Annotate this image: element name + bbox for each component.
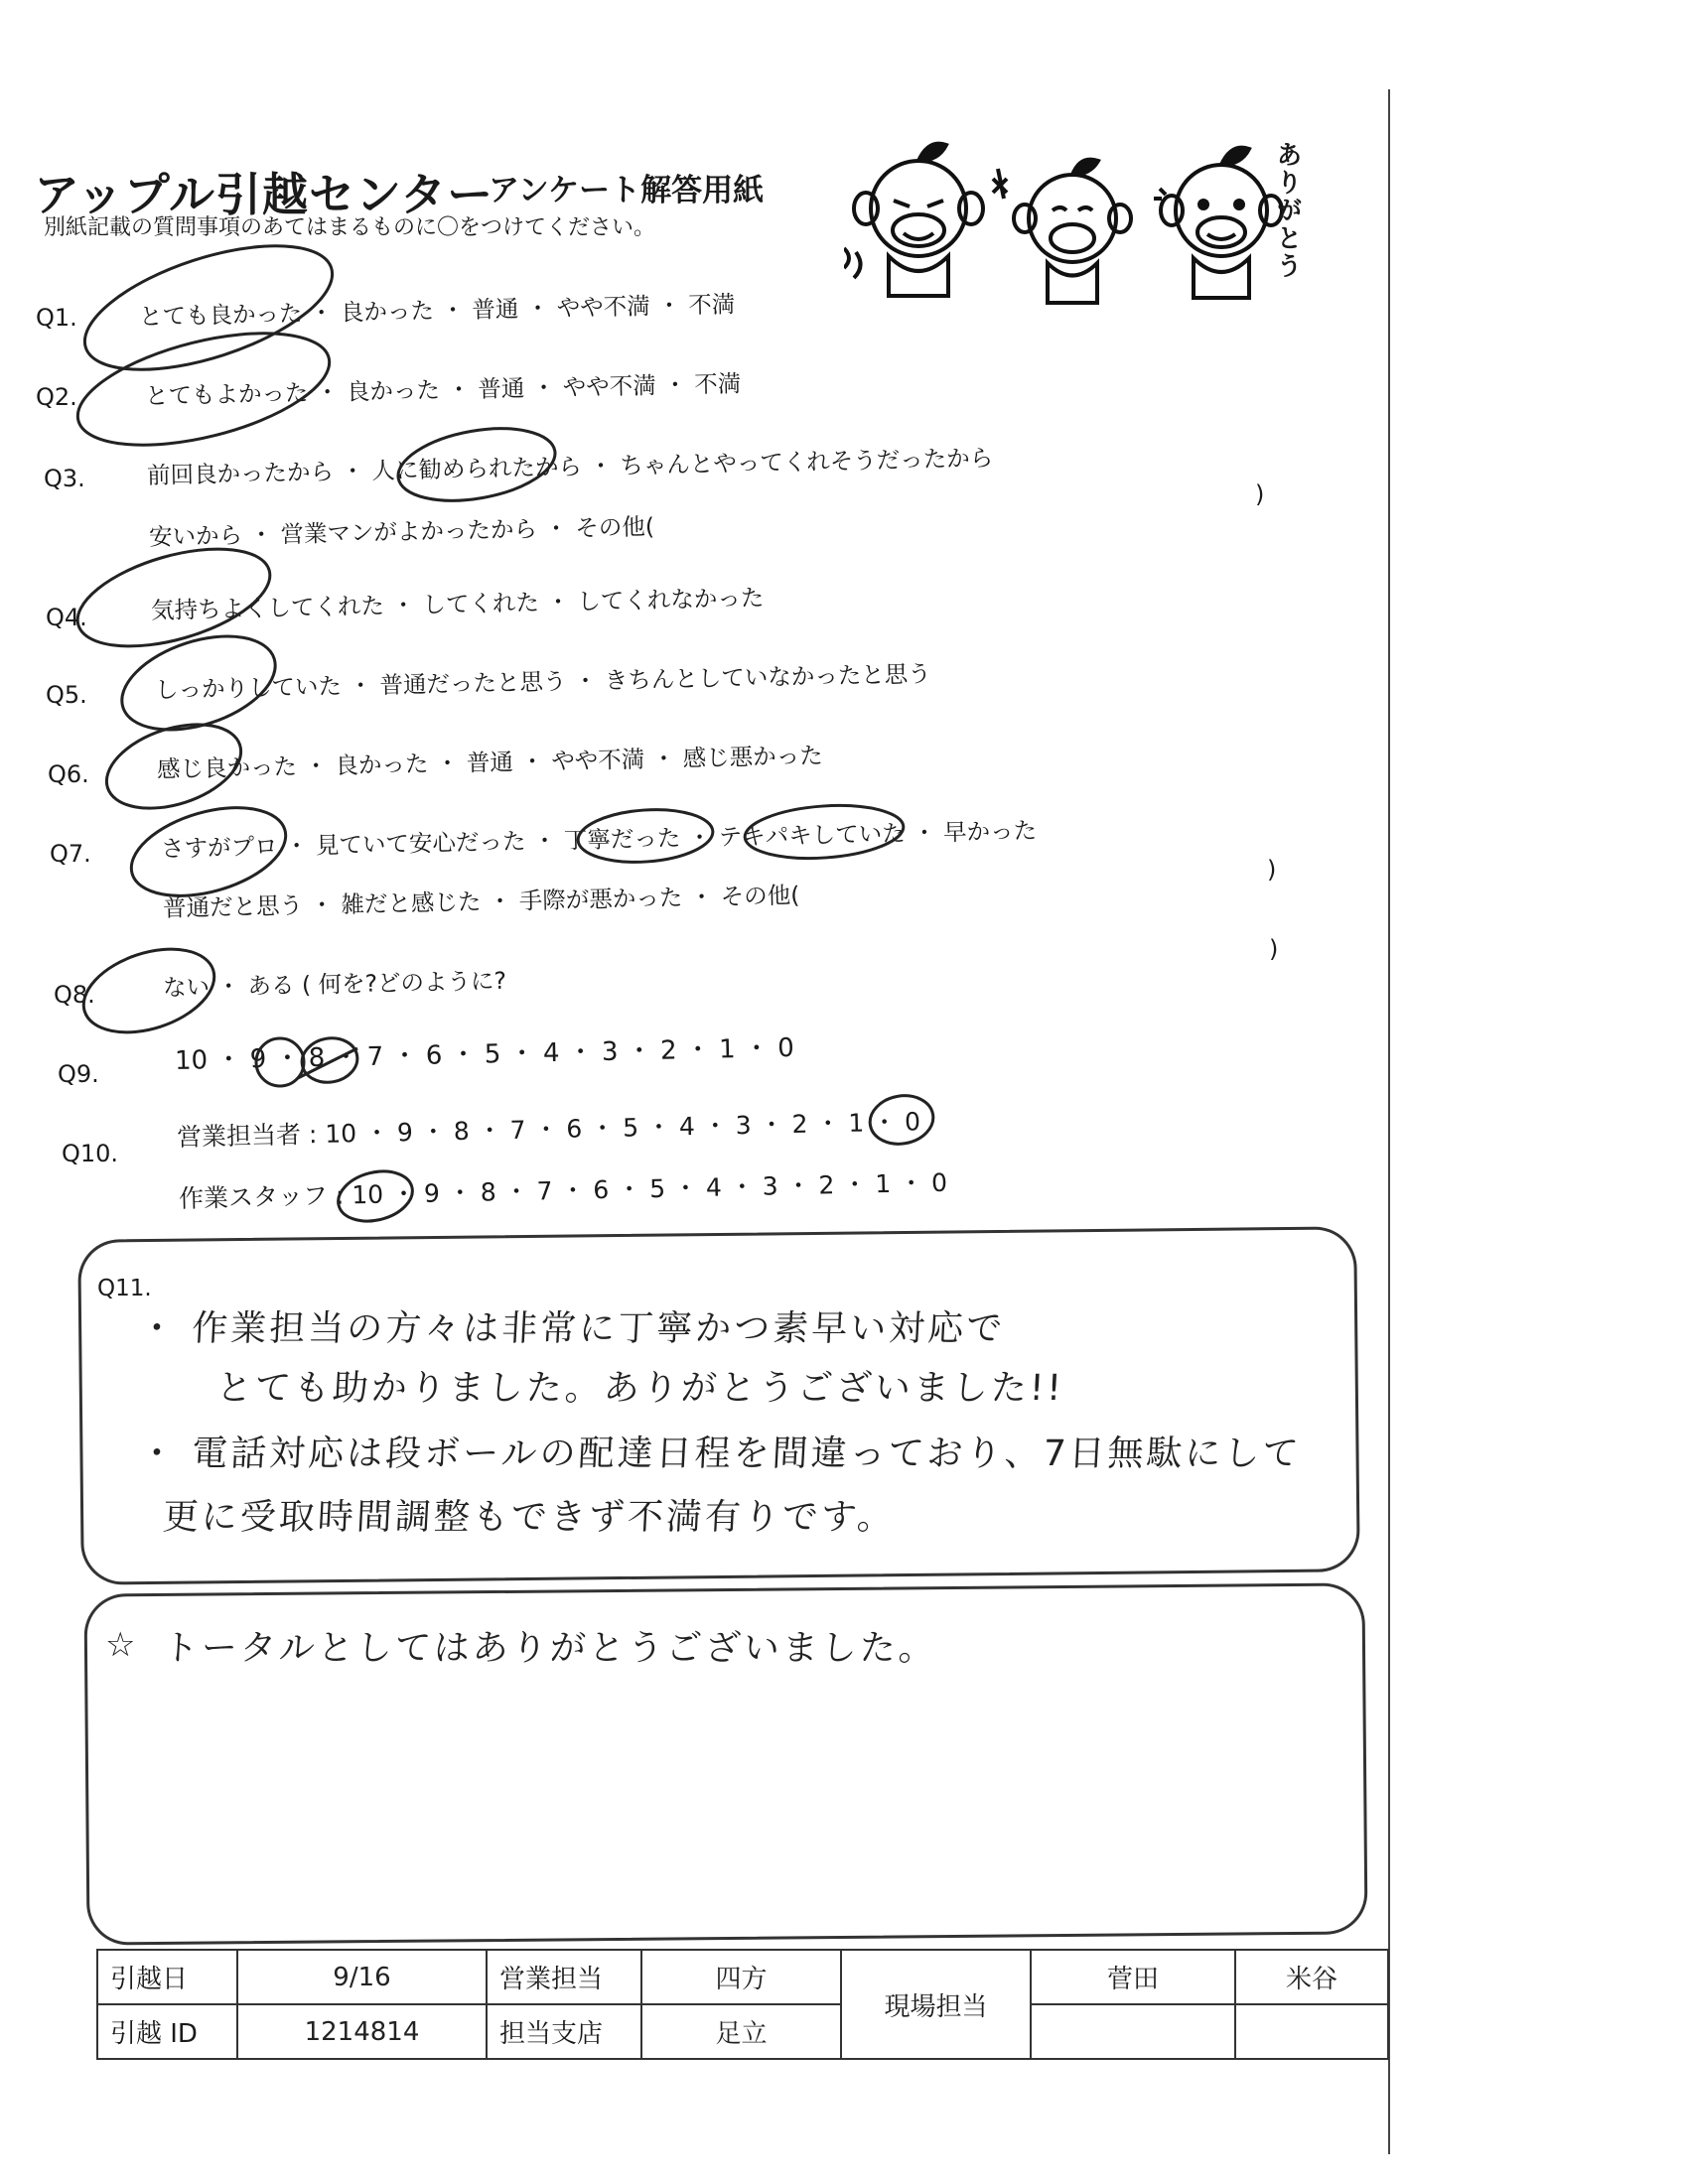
branch-value: 足立 bbox=[641, 2004, 841, 2059]
star-mark: ☆ bbox=[105, 1625, 136, 1665]
q8-label: Q8. bbox=[54, 981, 95, 1009]
moving-info-table bbox=[96, 1949, 1389, 2060]
q7-options-line2: 普通だと思う ・ 雑だと感じた ・ 手際が悪かった ・ その他( bbox=[162, 881, 800, 922]
q7-label: Q7. bbox=[50, 840, 91, 868]
site-staff-label: 現場担当 bbox=[841, 1950, 1031, 2059]
paper-edge bbox=[1388, 89, 1390, 2154]
instruction-text: 別紙記載の質問事項のあてはまるものに〇をつけてください。 bbox=[44, 215, 656, 240]
q5-label: Q5. bbox=[46, 681, 87, 709]
q11-comment-line3: ・ 電話対応は段ボールの配達日程を間違っており、7日無駄にして bbox=[137, 1433, 1303, 1474]
moving-date-label: 引越日 bbox=[97, 1950, 237, 2004]
branch-label: 担当支店 bbox=[487, 2004, 641, 2059]
q9-scale: 10 ・ 9 ・ 8 ・ 7 ・ 6 ・ 5 ・ 4 ・ 3 ・ 2 ・ 1 ・ 0 bbox=[174, 1032, 795, 1076]
mascot-illustration bbox=[844, 139, 1301, 308]
q6-label: Q6. bbox=[48, 760, 89, 788]
q4-label: Q4. bbox=[46, 604, 87, 631]
q10-staff-scale: 作業スタッフ : 10 ・ 9 ・ 8 ・ 7 ・ 6 ・ 5 ・ 4 ・ 3 ・ 2 ・ 1 ・ 0 bbox=[178, 1167, 948, 1213]
q6-options: 感じ良かった ・ 良かった ・ 普通 ・ やや不満 ・ 感じ悪かった bbox=[156, 741, 823, 783]
q11-comment-line4: 更に受取時間調整もできず不満有りです。 bbox=[161, 1497, 898, 1538]
page-title: アップル引越センター bbox=[34, 168, 494, 221]
q10-sales-scale: 営業担当者 : 10 ・ 9 ・ 8 ・ 7 ・ 6 ・ 5 ・ 4 ・ 3 ・ 2 ・ 1 ・ 0 bbox=[176, 1107, 921, 1152]
q3-options-line2: 安いから ・ 営業マンがよかったから ・ その他( bbox=[148, 512, 655, 551]
q11-comment-line2: とても助かりました。ありがとうございました!! bbox=[214, 1368, 1065, 1409]
moving-date-value: 9/16 bbox=[237, 1950, 487, 2004]
q3-close-paren: ) bbox=[1255, 480, 1265, 508]
site-staff-1: 菅田 bbox=[1031, 1950, 1235, 2004]
q7-options-line1: さすがプロ ・ 見ていて安心だった ・ 丁寧だった ・ テキパキしていた ・ 早かった bbox=[160, 816, 1038, 863]
mascot-caption: ありがとう bbox=[1272, 141, 1302, 280]
q2-label: Q2. bbox=[36, 383, 77, 411]
page-subtitle: アンケート解答用紙 bbox=[489, 173, 765, 208]
q8-options: ない ・ ある ( 何を?どのように? bbox=[162, 966, 507, 1002]
q1-label: Q1. bbox=[36, 304, 77, 332]
q3-label: Q3. bbox=[44, 465, 85, 492]
site-staff-2: 米谷 bbox=[1235, 1950, 1388, 2004]
q7-close-paren: ) bbox=[1267, 856, 1277, 884]
q9-label: Q9. bbox=[58, 1060, 99, 1088]
q5-options: しっかりしていた ・ 普通だったと思う ・ きちんとしていなかったと思う bbox=[154, 659, 932, 704]
q11-label: Q11. bbox=[97, 1276, 152, 1301]
q11-comment-line1: ・ 作業担当の方々は非常に丁寧かつ素早い対応で bbox=[137, 1308, 1007, 1349]
moving-id-value: 1214814 bbox=[237, 2004, 487, 2059]
q2-options: とてもよかった ・ 良かった ・ 普通 ・ やや不満 ・ 不満 bbox=[144, 369, 742, 410]
q10-label: Q10. bbox=[62, 1140, 119, 1167]
sales-rep-label: 営業担当 bbox=[487, 1950, 641, 2004]
mascot-right-icon bbox=[1154, 148, 1282, 298]
moving-id-label: 引越 ID bbox=[97, 2004, 237, 2059]
site-staff-extra-2 bbox=[1235, 2004, 1388, 2059]
q4-options: 気持ちよくしてくれた ・ してくれた ・ してくれなかった bbox=[150, 584, 765, 624]
free-comment-text: トータルとしてはありがとうございました。 bbox=[161, 1628, 938, 1669]
site-staff-extra-1 bbox=[1031, 2004, 1235, 2059]
q3-options-line1: 前回良かったから ・ 人に勧められたから ・ ちゃんとやってくれそうだったから bbox=[146, 444, 994, 489]
mascot-middle-icon bbox=[993, 160, 1131, 303]
mascot-left-icon bbox=[844, 144, 983, 296]
q8-close-paren: ) bbox=[1269, 935, 1279, 963]
sales-rep-value: 四方 bbox=[641, 1950, 841, 2004]
q1-options: とても良かった ・ 良かった ・ 普通 ・ やや不満 ・ 不満 bbox=[138, 290, 736, 331]
